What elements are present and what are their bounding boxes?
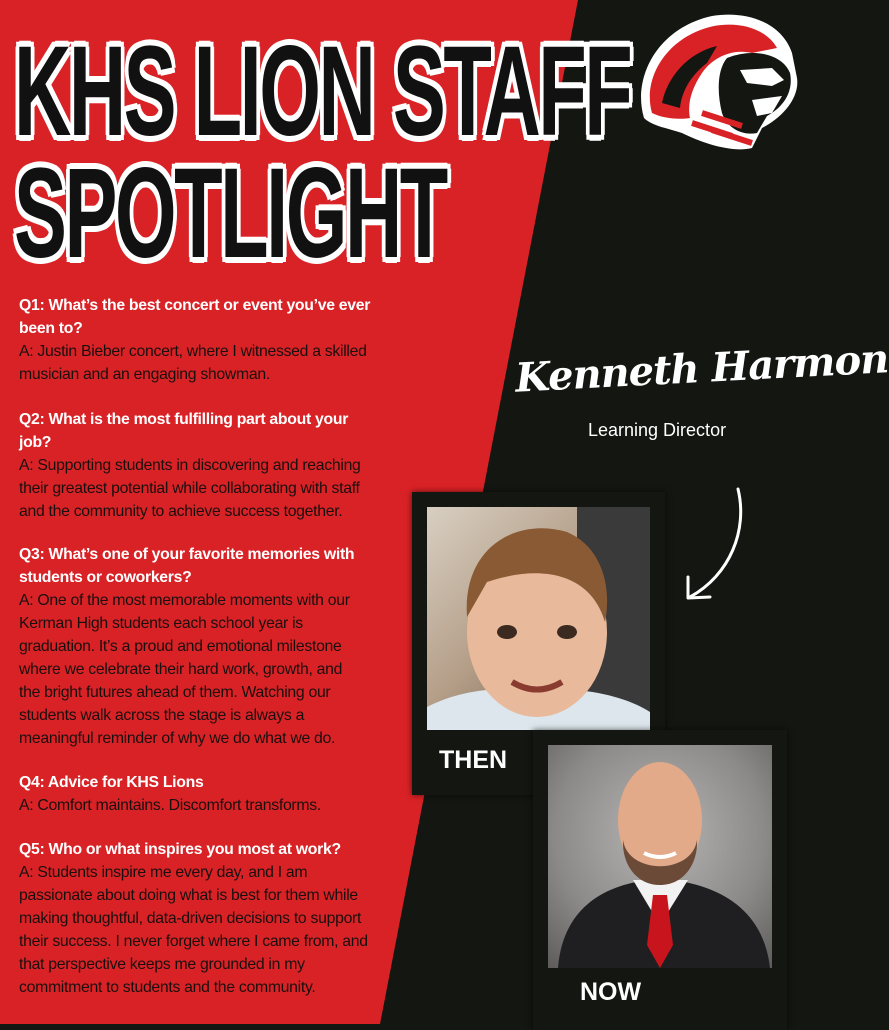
answer-line: A: Justin Bieber concert, where I witnessed a skilled (19, 343, 367, 360)
qa-item-2 (19, 408, 409, 523)
answer-line: A: Comfort maintains. Discomfort transforms. (19, 797, 321, 814)
answer-line: Kerman High students each school year is (19, 615, 303, 632)
question-line: Q4: Advice for KHS Lions (19, 774, 204, 791)
curved-arrow-icon (680, 485, 750, 605)
then-photo (427, 507, 650, 730)
now-photo-frame (533, 730, 787, 1030)
question-line: Q5: Who or what inspires you most at work? (19, 841, 341, 858)
answer-line: where we celebrate their hard work, growth, and (19, 661, 343, 678)
answer-line: the bright futures ahead of them. Watching our (19, 684, 331, 701)
title-line-1: KHS LION STAFF (14, 20, 631, 163)
question-line: Q2: What is the most fulfilling part about your (19, 411, 349, 428)
qa-item-5 (19, 838, 409, 999)
adult-portrait (548, 745, 772, 968)
answer-line: commitment to students and the community. (19, 979, 316, 996)
answer-line: that perspective keeps me grounded in my (19, 956, 305, 973)
now-label: NOW (580, 978, 642, 1006)
qa-item-3 (19, 543, 409, 750)
answer-line: and the community to achieve success together. (19, 503, 343, 520)
answer-line: making thoughtful, data-driven decisions to support (19, 910, 362, 927)
answer-line: students walk across the stage is always a (19, 707, 305, 724)
answer-line: A: Supporting students in discovering and reaching (19, 457, 361, 474)
answer-line: musician and an engaging showman. (19, 366, 270, 383)
question-line: Q1: What’s the best concert or event you’ve ever (19, 297, 371, 314)
answer-line: their success. I never forget where I came from, and (19, 933, 368, 950)
qa-item-4 (19, 771, 409, 817)
answer-line: their greatest potential while collaborating with staff (19, 480, 360, 497)
question-line: Q3: What’s one of your favorite memories with (19, 546, 355, 563)
answer-line: A: Students inspire me every day, and I am (19, 864, 308, 881)
question-line: job? (19, 434, 52, 451)
child-portrait (427, 507, 650, 730)
qa-item-1 (19, 294, 409, 386)
answer-line: passionate about doing what is best for them while (19, 887, 358, 904)
person-role: Learning Director (588, 420, 727, 440)
answer-line: A: One of the most memorable moments with our (19, 592, 350, 609)
title-line-2: SPOTLIGHT (14, 142, 446, 285)
question-line: students or coworkers? (19, 569, 192, 586)
person-name: Kenneth Harmon (514, 335, 889, 402)
now-photo (548, 745, 772, 968)
lion-head-icon (632, 8, 802, 156)
then-label: THEN (439, 746, 508, 774)
answer-line: graduation. It’s a proud and emotional milestone (19, 638, 342, 655)
question-line: been to? (19, 320, 83, 337)
answer-line: meaningful reminder of why we do what we do. (19, 730, 336, 747)
